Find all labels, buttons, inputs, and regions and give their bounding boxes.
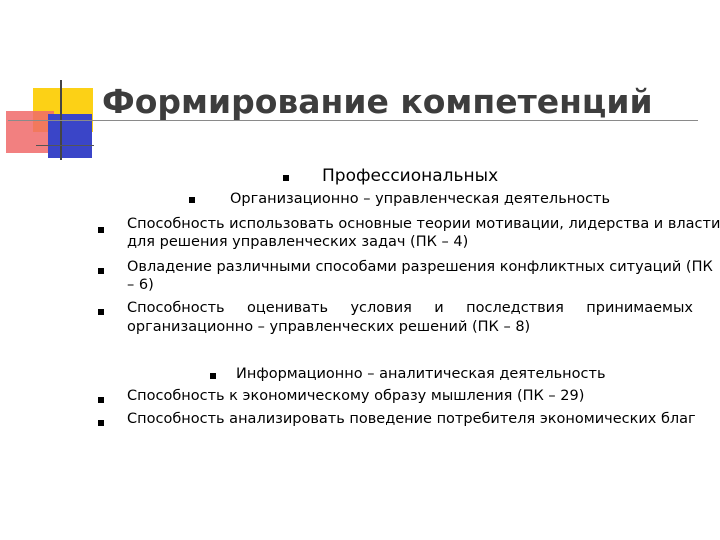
- list-item-3-line2: организационно – управленческих решений (ПК – 8): [127, 319, 531, 335]
- bullet-icon: [98, 309, 104, 315]
- list-item-5: Способность анализировать поведение потребителя экономических благ: [127, 411, 696, 427]
- section-heading: Профессиональных: [322, 166, 499, 186]
- bullet-icon: [189, 197, 195, 203]
- list-item-2-line2: – 6): [127, 277, 154, 293]
- list-item-1-line1: Способность использовать основные теории мотивации, лидерства и власти: [127, 216, 720, 232]
- list-item-4: Способность к экономическому образу мышления (ПК – 29): [127, 388, 585, 404]
- list-item-2-line1: Овладение различными способами разрешения конфликтных ситуаций (ПК: [127, 259, 713, 275]
- bullet-icon: [98, 268, 104, 274]
- bullet-icon: [210, 373, 216, 379]
- list-item-3-line1: Способность оценивать условия и последствия принимаемых: [127, 300, 693, 316]
- bullet-icon: [98, 397, 104, 403]
- list-item-1-line2: для решения управленческих задач (ПК – 4): [127, 234, 469, 250]
- group2-heading: Информационно – аналитическая деятельность: [236, 366, 606, 382]
- bullet-icon: [283, 175, 289, 181]
- bullet-icon: [98, 420, 104, 426]
- decor-short-line: [36, 145, 94, 146]
- decor-red-square: [6, 111, 54, 153]
- group1-heading: Организационно – управленческая деятельность: [230, 191, 611, 207]
- slide-title: Формирование компетенций: [102, 82, 653, 121]
- bullet-icon: [98, 227, 104, 233]
